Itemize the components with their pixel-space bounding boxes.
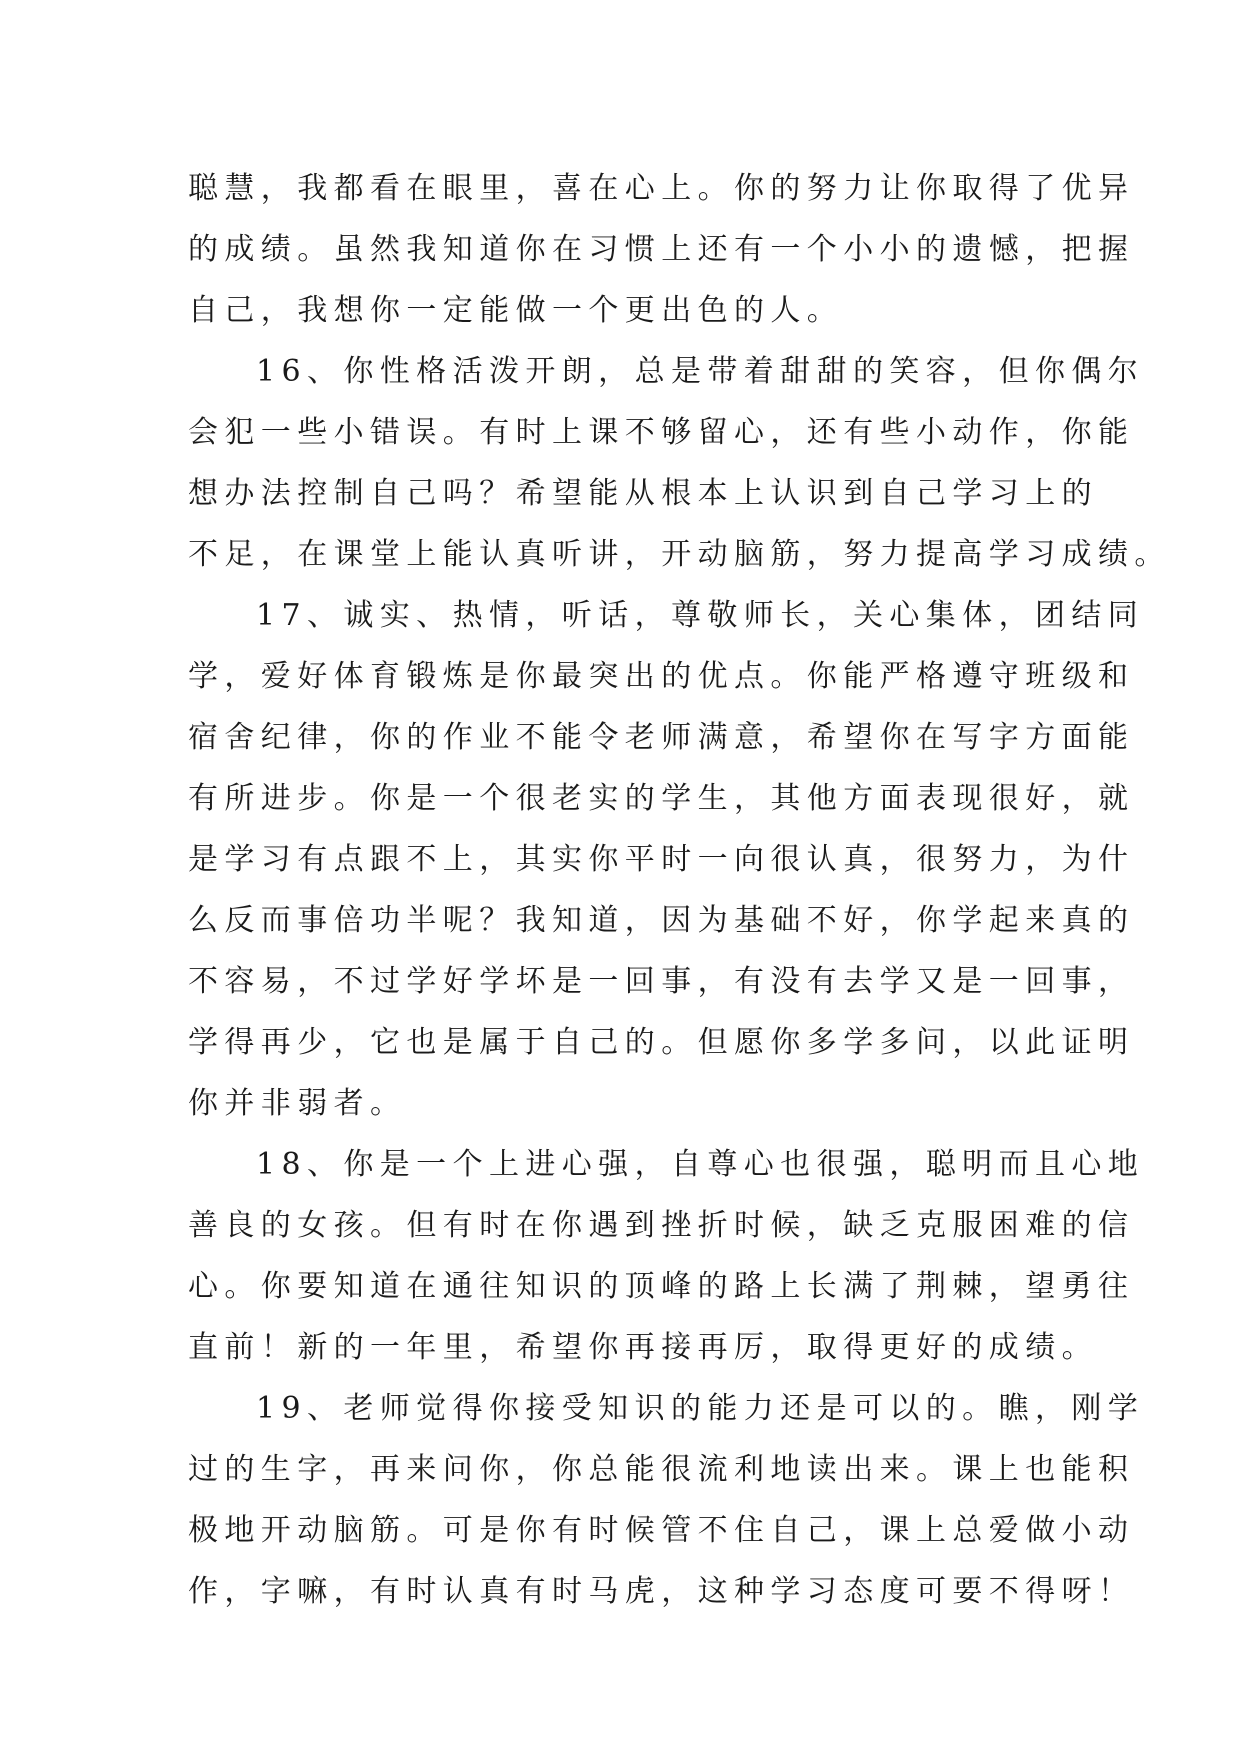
text-line: 17、诚实、热情，听话，尊敬师长，关心集体，团结同 xyxy=(256,598,1145,633)
text-line: 不容易，不过学好学坏是一回事，有没有去学又是一回事， xyxy=(188,964,1135,999)
paragraph-16 xyxy=(188,341,1171,585)
paragraph-17 xyxy=(188,585,1145,1134)
paragraph-19 xyxy=(188,1378,1145,1622)
document-body xyxy=(188,158,1171,1622)
text-line: 16、你性格活泼开朗，总是带着甜甜的笑容，但你偶尔 xyxy=(256,354,1145,389)
text-line: 学得再少，它也是属于自己的。但愿你多学多问，以此证明 xyxy=(188,1025,1135,1060)
text-line: 直前！新的一年里，希望你再接再厉，取得更好的成绩。 xyxy=(188,1330,1098,1365)
text-line: 么反而事倍功半呢？我知道，因为基础不好，你学起来真的 xyxy=(188,903,1135,938)
paragraph-18 xyxy=(188,1134,1145,1378)
text-line: 自己，我想你一定能做一个更出色的人。 xyxy=(188,293,844,328)
text-line: 想办法控制自己吗？希望能从根本上认识到自己学习上的 xyxy=(188,476,1098,511)
text-line: 18、你是一个上进心强，自尊心也很强，聪明而且心地 xyxy=(256,1147,1145,1182)
text-line: 不足，在课堂上能认真听讲，开动脑筋，努力提高学习成绩。 xyxy=(188,537,1171,572)
text-line: 心。你要知道在通往知识的顶峰的路上长满了荆棘，望勇往 xyxy=(188,1269,1135,1304)
text-line: 19、老师觉得你接受知识的能力还是可以的。瞧，刚学 xyxy=(256,1391,1145,1426)
text-line: 善良的女孩。但有时在你遇到挫折时候，缺乏克服困难的信 xyxy=(188,1208,1135,1243)
text-line: 有所进步。你是一个很老实的学生，其他方面表现很好，就 xyxy=(188,781,1135,816)
text-line: 会犯一些小错误。有时上课不够留心，还有些小动作，你能 xyxy=(188,415,1135,450)
text-line: 学，爱好体育锻炼是你最突出的优点。你能严格遵守班级和 xyxy=(188,659,1135,694)
text-line: 极地开动脑筋。可是你有时候管不住自己，课上总爱做小动 xyxy=(188,1513,1135,1548)
text-line: 过的生字，再来问你，你总能很流利地读出来。课上也能积 xyxy=(188,1452,1135,1487)
text-line: 作，字嘛，有时认真有时马虎，这种学习态度可要不得呀！ xyxy=(188,1574,1135,1609)
text-line: 宿舍纪律，你的作业不能令老师满意，希望你在写字方面能 xyxy=(188,720,1135,755)
paragraph-15-continuation xyxy=(188,158,1135,341)
text-line: 聪慧，我都看在眼里，喜在心上。你的努力让你取得了优异 xyxy=(188,171,1135,206)
text-line: 是学习有点跟不上，其实你平时一向很认真，很努力，为什 xyxy=(188,842,1135,877)
text-line: 的成绩。虽然我知道你在习惯上还有一个小小的遗憾，把握 xyxy=(188,232,1135,267)
text-line: 你并非弱者。 xyxy=(188,1086,407,1121)
